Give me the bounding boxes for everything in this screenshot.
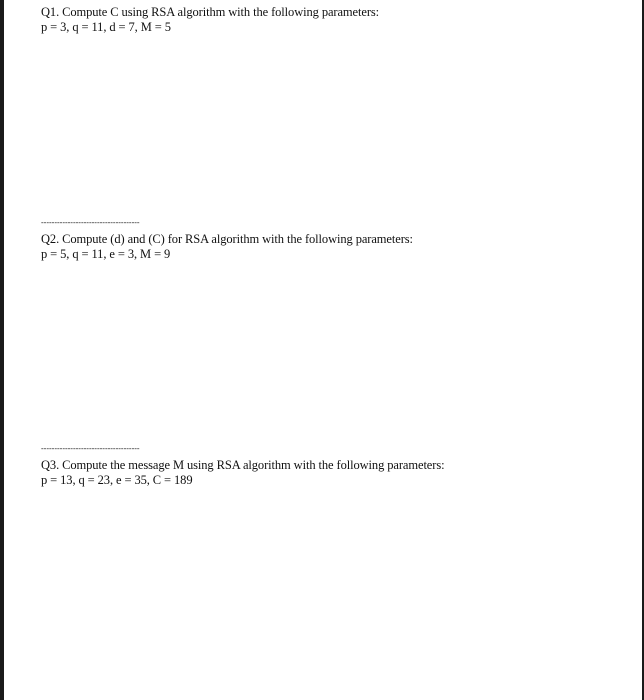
question-3 [41,445,444,488]
separator-line: ------------------------------------- [41,444,140,453]
separator-line: ------------------------------------- [41,218,140,227]
question-1 [41,5,379,35]
question-3-title: Q3. Compute the message M using RSA algorithm with the following parameters: [41,458,445,472]
document-page [4,0,642,700]
question-2 [41,219,413,262]
question-2-params: p = 5, q = 11, e = 3, M = 9 [41,247,171,261]
question-1-params: p = 3, q = 11, d = 7, M = 5 [41,20,171,34]
question-1-title: Q1. Compute C using RSA algorithm with the following parameters: [41,5,380,19]
question-2-title: Q2. Compute (d) and (C) for RSA algorithm with the following parameters: [41,232,413,246]
question-3-params: p = 13, q = 23, e = 35, C = 189 [41,473,193,487]
